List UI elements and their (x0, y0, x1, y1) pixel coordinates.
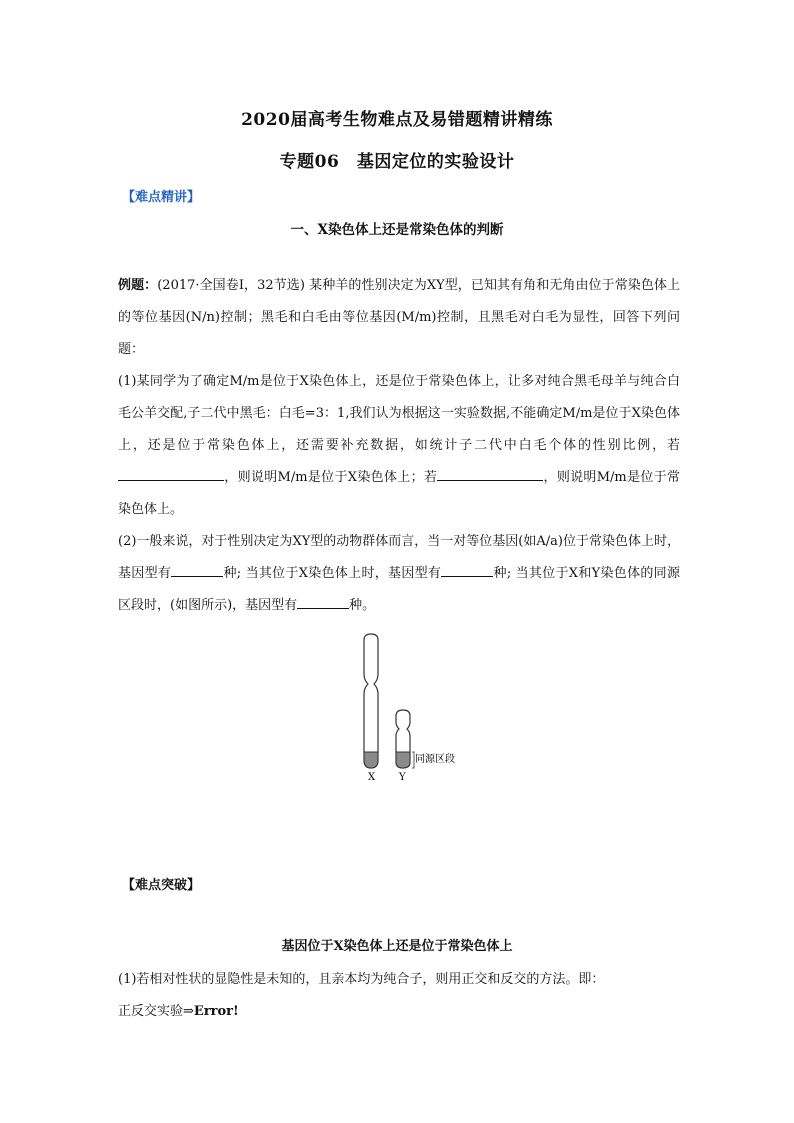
section-heading-key-points: 【难点精讲】 (122, 190, 201, 205)
question-1 (118, 366, 680, 526)
section-heading-breakthrough: 【难点突破】 (122, 878, 201, 893)
error-text: Error! (193, 1004, 239, 1019)
answer-blank-4[interactable] (441, 562, 493, 577)
q1-text-b: ，则说明M/m是位于X染色体上；若 (224, 470, 438, 485)
q2-text-a: (2)一般来说，对于性别决定为XY型的动物群体而言，当一对等位基因(如A/a)位于常染色体上时，基因型有 (118, 534, 680, 581)
topic-title: 专题06 基因定位的实验设计 (279, 152, 515, 172)
question-2 (118, 526, 680, 622)
result-line (118, 1000, 239, 1019)
homologous-region-label: 同源区段 (415, 754, 455, 765)
method-description: (1)若相对性状的显隐性是未知的，且亲本均为纯合子，则用正交和反交的方法。即： (118, 972, 605, 987)
answer-blank-1[interactable] (118, 466, 224, 481)
x-homologous-segment (364, 752, 378, 768)
subheading-x-vs-autosome: 一、X染色体上还是常染色体的判断 (290, 222, 504, 238)
q1-text-a: (1)某同学为了确定M/m是位于X染色体上，还是位于常染色体上，让多对纯合黑毛母羊与纯合白毛公羊交配,子二代中黑毛：白毛=3：1,我们认为根据这一实验数据,不能确定M/m是位于X染色体上，还是位于常染色体上，还需要补充数据，如统计子二代中白毛个体的性别比例，若 (118, 374, 680, 453)
example-intro-text: (2017·全国卷Ⅰ，32节选) 某种羊的性别决定为XY型，已知其有角和无角由位于常染色体上的等位基因(N/n)控制；黑毛和白毛由等位基因(M/m)控制，且黑毛对白毛为显性，回答下列问题： (118, 278, 680, 357)
example-question (118, 270, 680, 622)
x-chromosome (364, 634, 378, 768)
result-prefix: 正反交实验⇒ (118, 1004, 194, 1019)
y-homologous-segment (396, 752, 410, 768)
document-title: 2020届高考生物难点及易错题精讲精练 (241, 110, 553, 130)
example-label: 例题： (118, 278, 158, 293)
homologous-bracket (412, 752, 414, 768)
x-label: X (368, 772, 376, 783)
q2-text-c: 种; 当其位于X和Y染色体的同源区段时，(如图所示)，基因型有 (118, 566, 680, 613)
q2-text-d: 种。 (349, 598, 376, 613)
q2-text-b: 种; 当其位于X染色体上时，基因型有 (223, 566, 442, 581)
y-label: Y (399, 772, 406, 783)
chromosome-diagram (340, 630, 480, 790)
q1-text-c: ，则说明M/m是位于常染色体上。 (118, 470, 680, 517)
example-intro (118, 270, 680, 366)
subheading-gene-location: 基因位于X染色体上还是位于常染色体上 (281, 939, 513, 954)
answer-blank-5[interactable] (297, 594, 349, 609)
answer-blank-2[interactable] (437, 466, 543, 481)
answer-blank-3[interactable] (171, 562, 223, 577)
